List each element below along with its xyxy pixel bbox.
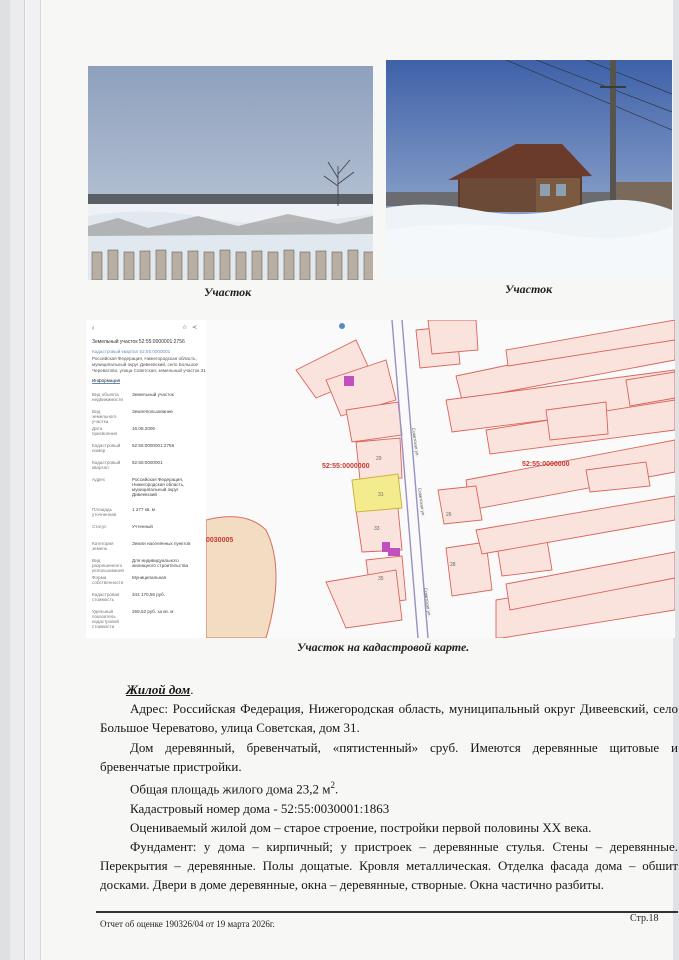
map-label-lot: 29 bbox=[376, 456, 382, 462]
panel-row-key: Дата присвоения bbox=[92, 426, 117, 436]
map-label-street: Советская ул. bbox=[417, 487, 426, 517]
panel-row-value: 269,52 руб. за кв. м bbox=[132, 609, 174, 614]
panel-row-value: Российская Федерация, Нижегородская область, муниципальный округ Дивеевский bbox=[132, 477, 185, 497]
map-label-street: Советская ул. bbox=[411, 427, 420, 457]
paragraph-address: Адрес: Российская Федерация, Нижегородская область, муниципальный округ Дивеевский, село Большое Череватово, улица Советская, дом 31. bbox=[100, 701, 678, 736]
panel-row-value: 16.08.2006 bbox=[132, 426, 155, 431]
cadastral-map bbox=[206, 320, 675, 638]
panel-row-key: Кадастровый номер bbox=[92, 443, 121, 453]
document-body bbox=[100, 680, 678, 895]
panel-row-key: Кадастровый квартал bbox=[92, 460, 121, 470]
footer-report-ref: Отчет об оценке 190326/04 от 19 марта 2026г. bbox=[100, 919, 275, 929]
map-label-lot: 35 bbox=[378, 576, 384, 582]
photo-plot-old-house bbox=[386, 60, 672, 278]
share-icon: ≺ bbox=[192, 325, 198, 331]
scan-edge bbox=[0, 0, 10, 960]
paragraph-age: Оцениваемый жилой дом – старое строение, постройки первой половины XX века. bbox=[130, 819, 592, 835]
panel-row-key: Вид земельного участка bbox=[92, 409, 117, 424]
map-label-lot: 31 bbox=[378, 492, 384, 498]
panel-row-key: Адрес bbox=[92, 477, 106, 482]
scan-edge bbox=[26, 0, 41, 960]
map-label-quarter: 0030005 bbox=[206, 537, 234, 544]
photo-caption: Участок bbox=[204, 285, 252, 299]
panel-title: Земельный участок 52:55:0000001:2756 bbox=[92, 339, 185, 345]
panel-row-key: Площадь уточненная bbox=[92, 507, 117, 517]
section-heading: Жилой дом. bbox=[126, 682, 194, 697]
panel-row-value: 52:55:0000001:2756 bbox=[132, 443, 175, 448]
panel-line: муниципальный округ Дивеевский, село Большое bbox=[92, 362, 199, 367]
paragraph-area: Общая площадь жилого дома 23,2 $м^2$. bbox=[130, 780, 339, 797]
map-label-lot: 33 bbox=[374, 526, 380, 532]
panel-row-value: 1 277 кв. м bbox=[132, 507, 155, 512]
panel-row-key: Вид разрешенного использования bbox=[92, 558, 125, 573]
photo-plot-winter-field bbox=[88, 66, 373, 280]
map-label-quarter: 52:55:0000000 bbox=[522, 461, 570, 468]
paragraph-cadastral-number: Кадастровый номер дома - 52:55:0030001:1863 bbox=[130, 800, 390, 816]
panel-row-value: Землепользование bbox=[132, 409, 173, 414]
map-label-street: Советская ул. bbox=[423, 587, 432, 617]
map-caption: Участок на кадастровой карте. bbox=[297, 640, 470, 654]
paragraph-description: Дом деревянный, бревенчатый, «пятистенный» сруб. Имеются деревянные щитовые и бревенчатые пристройки. bbox=[100, 739, 678, 774]
panel-row-key: Категория земель bbox=[92, 541, 114, 551]
panel-line: Череватово, улица Советская, земельный участок 31 bbox=[92, 368, 206, 373]
map-label-quarter: 52:55:0000000 bbox=[322, 463, 370, 470]
panel-row-value: Земельный участок bbox=[132, 392, 174, 397]
cadastral-info-panel bbox=[86, 320, 206, 638]
panel-line: Кадастровый квартал 52:55:0000001 bbox=[92, 349, 171, 354]
bookmark-icon: ☆ bbox=[182, 325, 188, 331]
map-label-lot: 28 bbox=[450, 562, 456, 568]
panel-line: Российская Федерация, Нижегородская область, bbox=[92, 356, 197, 361]
back-icon: ‹ bbox=[92, 325, 95, 332]
photo-caption: Участок bbox=[505, 282, 553, 296]
panel-row-key: Статус bbox=[92, 524, 107, 529]
panel-row-value: Для индивидуального жилищного строительства bbox=[132, 558, 189, 568]
paragraph-construction: Фундамент: у дома – кирпичный; у пристроек – деревянные стулья. Стены – деревянные. Перекрытия – деревянные. Полы дощатые. Кровля металлическая. Отделка фасада дома – обшит досками. Двери в доме деревянные, окна – деревянные, створные. Окна частично разбиты. bbox=[100, 838, 678, 893]
map-label-lot: 26 bbox=[446, 512, 452, 518]
panel-row-value: Муниципальная bbox=[132, 575, 167, 580]
footer-page-number: Стр.18 bbox=[630, 913, 659, 924]
panel-row-value: 52:55:0000001 bbox=[132, 460, 163, 465]
panel-row-key: Кадастровая стоимость bbox=[92, 592, 120, 602]
panel-row-value: 344 170,56 руб. bbox=[132, 592, 166, 597]
scan-edge bbox=[10, 0, 25, 960]
footer-rule bbox=[96, 911, 678, 913]
panel-row-key: Вид объекта недвижимости bbox=[92, 392, 123, 402]
panel-row-key: Удельный показатель кадастровой стоимости bbox=[92, 609, 119, 629]
panel-section-tab: Информация bbox=[92, 378, 121, 383]
cadastral-map-image bbox=[86, 320, 675, 638]
panel-row-value: Земли населённых пунктов bbox=[132, 541, 191, 546]
panel-row-key: Форма собственности bbox=[92, 575, 124, 585]
panel-row-value: Учтенный bbox=[132, 524, 153, 529]
